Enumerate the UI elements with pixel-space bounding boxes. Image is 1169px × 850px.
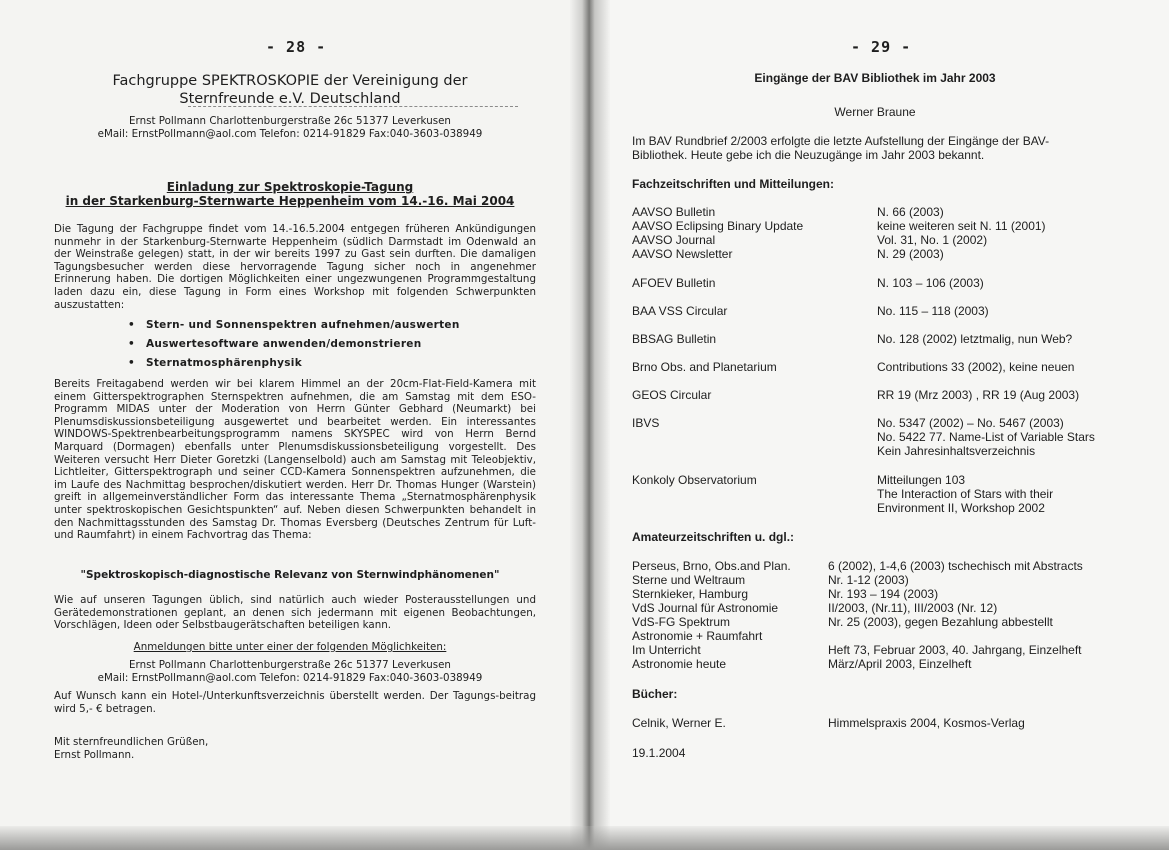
contact-address: Ernst Pollmann Charlottenburgerstraße 26c 51377 Leverkusen [129,115,451,127]
closing [54,736,536,761]
amateur-name: VdS Journal für Astronomie [632,601,779,615]
header-divider [188,106,518,107]
journal-issue: Kein Jahresinhaltsverzeichnis [877,444,1036,458]
journal-issue: Environment II, Workshop 2002 [877,501,1045,515]
library-author: Werner Braune [834,105,916,119]
amateur-name: VdS-FG Spektrum [632,615,731,629]
registration-contact [40,659,540,685]
section-amateur-heading: Amateurzeitschriften u. dgl.: [632,530,795,544]
amateur-issue: Nr. 1-12 (2003) [828,573,909,587]
journal-issue: N. 103 – 106 (2003) [877,276,984,290]
program-paragraph: Bereits Freitagabend werden wir bei klarem Himmel an der 20cm-Flat-Field-Kamera mit einem Gitterspektrographen Sternspektren aufnehmen, die am Samstag mit dem ESO-Programm MIDAS unter der Moderation von Herrn Günter Gebhard (Neumarkt) bei Plenumsdiskussionsbeteiligung ausgewertet und bearbeitet werden. Ein interessantes WINDOWS-Spektrenbearbeitungsprogramm namens SKYSPEC wird von Herrn Bernd Marquard (Dormagen) ebenfalls unter Plenumsdiskussionsbeteiligung vorgestellt. Des Weiteren versucht Herr Dieter Goretzki (Langenselbold) auch am Samstag mit Teleobjektiv, Lichtleiter, Gitterspektrograph und seiner CCD-Kamera Sonnenspektren aufzunehmen, die im Laufe des Nachmittag besprochen/diskutiert werden. Herr Dr. Thomas Hunger (Warstein) greift in allgemeinverständlicher Form das interessante Thema „Sternatmosphärenphysik unter spektroskopischen Gesichtspunkten“ auf. Neben diesen Schwerpunkten behandelt in den Nachmittagsstunden des Samstag Dr. Thomas Eversberg (Deutsches Zentrum für Luft- und Raumfahrt) in einem Fachvortrag das Thema: [54,378,536,542]
journal-issue: N. 66 (2003) [877,205,944,219]
journal-issue: No. 5422 77. Name-List of Variable Stars [877,430,1095,444]
closing-signature: Ernst Pollmann. [54,748,135,761]
journal-name: Konkoly Observatorium [632,473,757,487]
library-title: Eingänge der BAV Bibliothek im Jahr 2003 [754,71,996,85]
book-title: Himmelspraxis 2004, Kosmos-Verlag [828,716,1025,730]
registration-email-phone: eMail: ErnstPollmann@aol.com Telefon: 0214-91829 Fax:040-3603-038949 [97,672,483,684]
journal-group-aavso-issues [877,205,1046,261]
journal-issue: No. 115 – 118 (2003) [877,304,989,318]
amateur-name: Astronomie + Raumfahrt [632,629,763,643]
journal-issue: RR 19 (Mrz 2003) , RR 19 (Aug 2003) [877,388,1080,402]
journal-issue: No. 128 (2002) letztmalig, nun Web? [877,332,1073,346]
library-intro-line2: Bibliothek. Heute gebe ich die Neuzugänge im Jahr 2003 bekannt. [632,148,985,162]
book-gutter [570,0,610,850]
amateur-issue: Nr. 193 – 194 (2003) [828,587,939,601]
left-page [0,0,583,850]
lecture-title: "Spektroskopisch-diagnostische Relevanz von Sternwindphänomenen" [80,569,500,581]
section-journals-heading: Fachzeitschriften und Mitteilungen: [632,177,835,191]
book-author: Celnik, Werner E. [632,716,726,730]
amateur-issues [828,559,1083,671]
group-header-line2: Sternfreunde e.V. Deutschland [179,91,401,107]
amateur-issue: II/2003, (Nr.11), III/2003 (Nr. 12) [828,601,998,615]
amateur-name: Sternkieker, Hamburg [632,587,749,601]
amateur-name: Perseus, Brno, Obs.and Plan. [632,559,791,573]
topic-item: • Stern- und Sonnenspektren aufnehmen/auswerten [128,316,460,335]
amateur-issue: Nr. 25 (2003), gegen Bezahlung abbestellt [828,615,1053,629]
group-header-line1: Fachgruppe SPEKTROSKOPIE der Vereinigung der [112,73,468,89]
journal-name: GEOS Circular [632,388,712,402]
journal-issue: N. 29 (2003) [877,247,944,261]
page-number-left: - 28 - [266,38,327,56]
closing-greeting: Mit sternfreundlichen Grüßen, [54,736,209,748]
contact-email-phone: eMail: ErnstPollmann@aol.com Telefon: 0214-91829 Fax:040-3603-038949 [97,128,483,140]
topic-item: • Auswertesoftware anwenden/demonstrieren [128,335,460,354]
group-header [60,72,520,108]
journal-issue: Contributions 33 (2002), keine neuen [877,360,1075,374]
journal-issue: Vol. 31, No. 1 (2002) [877,233,988,247]
journal-group-ibvs-issues [877,416,1095,458]
amateur-name: Astronomie heute [632,657,727,671]
posters-paragraph: Wie auf unseren Tagungen üblich, sind natürlich auch wieder Posterausstellungen und Gerätedemonstrationen geplant, an denen sich jedermann mit eigenen Beobachtungen, Vorschlägen, Ideen oder Selbstbaugerätschaften beteiligen kann. [54,594,536,632]
journal-issue: No. 5347 (2002) – No. 5467 (2003) [877,416,1064,430]
amateur-issue [828,629,1083,643]
journal-group-aavso [632,205,803,261]
library-intro-line1: Im BAV Rundbrief 2/2003 erfolgte die letzte Aufstellung der Eingänge der BAV- [632,134,1050,148]
section-books-heading: Bücher: [632,687,678,701]
invitation-title-line2: in der Starkenburg-Sternwarte Heppenheim vom 14.-16. Mai 2004 [65,194,515,208]
journal-issue: keine weiteren seit N. 11 (2001) [877,219,1046,233]
journal-name: AAVSO Journal [632,233,716,247]
journal-name: Brno Obs. and Planetarium [632,360,777,374]
journal-group-konkoly-issues [877,473,1053,515]
registration-address: Ernst Pollmann Charlottenburgerstraße 26c 51377 Leverkusen [129,659,451,671]
journal-name: AFOEV Bulletin [632,276,716,290]
scan-bottom-shadow [0,826,1169,850]
journal-name: AAVSO Eclipsing Binary Update [632,219,804,233]
contact-block [40,115,540,141]
amateur-names [632,559,791,671]
intro-paragraph: Die Tagung der Fachgruppe findet vom 14.-16.5.2004 entgegen früheren Ankündigungen nunmehr in der Starkenburg-Sternwarte Heppenheim (südlich Darmstadt im Odenwald an der Weinstraße gelegen) statt, in der wir bereits 1997 zu Gast sein durften. Die damaligen Tagungsbesucher werden diese hervorragende Tagung sicher noch in angenehmer Erinnerung haben. Die dortigen Möglichkeiten einer ungezwungenen Programmgestaltung laden dazu ein, diese Tagung in Form eines Workshop mit folgenden Schwerpunkten auszustatten: [54,223,536,311]
document-date: 19.1.2004 [632,746,686,760]
library-intro [632,134,1112,162]
topic-list [128,316,460,373]
amateur-issue: 6 (2002), 1-4,6 (2003) tschechisch mit Abstracts [828,559,1083,573]
journal-name: IBVS [632,416,660,430]
journal-name: AAVSO Newsletter [632,247,733,261]
page-number-right: - 29 - [851,38,912,56]
journal-issue: The Interaction of Stars with their [877,487,1054,501]
amateur-issue: März/April 2003, Einzelheft [828,657,972,671]
hotel-paragraph: Auf Wunsch kann ein Hotel-/Unterkunftsverzeichnis überstellt werden. Der Tagungs-beitrag wird 5,- € betragen. [54,690,536,715]
registration-heading: Anmeldungen bitte unter einer der folgenden Möglichkeiten: [133,641,447,653]
journal-issue: Mitteilungen 103 [877,473,966,487]
invitation-title [40,180,540,208]
topic-item: • Sternatmosphärenphysik [128,354,460,373]
journal-name: BBSAG Bulletin [632,332,717,346]
journal-name: AAVSO Bulletin [632,205,716,219]
journal-name: BAA VSS Circular [632,304,728,318]
amateur-name: Im Unterricht [632,643,701,657]
amateur-issue: Heft 73, Februar 2003, 40. Jahrgang, Einzelheft [828,643,1082,657]
amateur-name: Sterne und Weltraum [632,573,746,587]
invitation-title-line1: Einladung zur Spektroskopie-Tagung [166,180,414,194]
